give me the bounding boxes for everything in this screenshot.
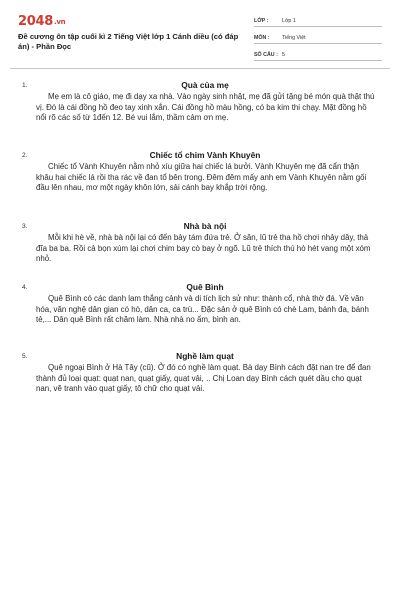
reading-passage	[22, 221, 378, 265]
passage-number: 5.	[22, 353, 28, 360]
meta-value: Lớp 1	[282, 18, 296, 24]
passage-number: 2.	[22, 152, 28, 159]
passage-text: Chiếc tổ Vành Khuyên nằm nhỏ xíu giữa hai chiếc lá bưởi. Vành Khuyên mẹ đã cẩn thận khâu hai chiếc lá rồi tha rác về đan tổ bên trong. Đêm đêm mấy anh em Vành Khuyên nằm gối đầu lên nhau, mơ một ngày khôn lớn, sải cánh bay khắp trời rộng.	[36, 162, 367, 193]
meta-label: MÔN :	[254, 35, 270, 41]
passage-text: Quê ngoại Bình ở Hà Tây (cũ). Ở đó có nghề làm quạt. Bà dạy Bình cách đặt nan tre để đan thành đủ loại quạt: quạt nan, quạt giấy, quạt vải, .. Chị Loan dạy Bình cách quét dầu cho quạt nan, vẽ tranh vào quạt giấy, tô chữ cho quạt vải.	[36, 363, 371, 394]
logo-tld: .vn	[53, 18, 66, 26]
passage-text: Quê Bình có các danh lam thắng cảnh và di tích lịch sử như: thành cổ, nhà thờ đá. Về văn hóa, văn nghệ dân gian có hò, dân ca, ca trù... Đặc sản ở quê Bình có chè Lam, bánh đa, bánh tẻ,... Dân quê Bình rất chăm làm. Nhà nhà no ấm, bình an.	[36, 294, 369, 325]
passage-text: Mỗi khi hè về, nhà bà nội lại có đến bảy tám đứa trẻ. Ở sân, lũ trẻ tha hồ chơi nhảy dây, thả đĩa ba ba. Rồi cả bọn xúm lại chơi chim bay cò bay ở ngõ. Lũ trẻ thích thú hò hét vang một xóm nhỏ.	[36, 233, 371, 264]
passage-title: Nhà bà nội	[183, 221, 227, 231]
document-title: Đề cương ôn tập cuối kì 2 Tiếng Việt lớp 1 Cánh diều (có đáp án) - Phần Đọc	[18, 32, 239, 51]
passage-title: Chiếc tổ chim Vành Khuyên	[149, 150, 261, 160]
meta-value: Tiếng Việt	[282, 35, 306, 41]
passage-title: Nghề làm quạt	[176, 351, 234, 361]
page-header	[0, 0, 400, 66]
meta-label: LỚP :	[254, 18, 269, 24]
passage-title: Quà của mẹ	[181, 80, 229, 90]
logo-text: 2048	[18, 14, 53, 29]
reading-passage	[22, 80, 378, 124]
passage-number: 1.	[22, 82, 28, 89]
passage-title: Quê Bình	[186, 282, 224, 292]
passage-text: Mẹ em là cô giáo, mẹ đi dạy xa nhà. Vào ngày sinh nhật, mẹ đã gửi tặng bé món quà thật thú vị. Đó là cái đồng hồ đeo tay xinh xắn. Cái đồng hồ màu hồng, có ba kim thi chạy. Mặt đồng hồ nổi rõ các số từ 1đến 12. Bé vui lắm, thầm cảm ơn mẹ.	[36, 92, 375, 123]
reading-passage	[22, 282, 378, 326]
site-logo[interactable]	[18, 14, 65, 29]
meta-row-class	[254, 12, 382, 27]
meta-row-question-count	[254, 46, 382, 61]
document-meta	[254, 12, 382, 63]
header-divider	[10, 68, 390, 69]
meta-label: SỐ CÂU :	[254, 52, 278, 58]
reading-passage	[22, 150, 378, 194]
meta-row-subject	[254, 29, 382, 44]
passage-number: 4.	[22, 284, 28, 291]
meta-value: 5	[282, 52, 285, 58]
reading-passage	[22, 351, 378, 395]
passage-number: 3.	[22, 223, 28, 230]
